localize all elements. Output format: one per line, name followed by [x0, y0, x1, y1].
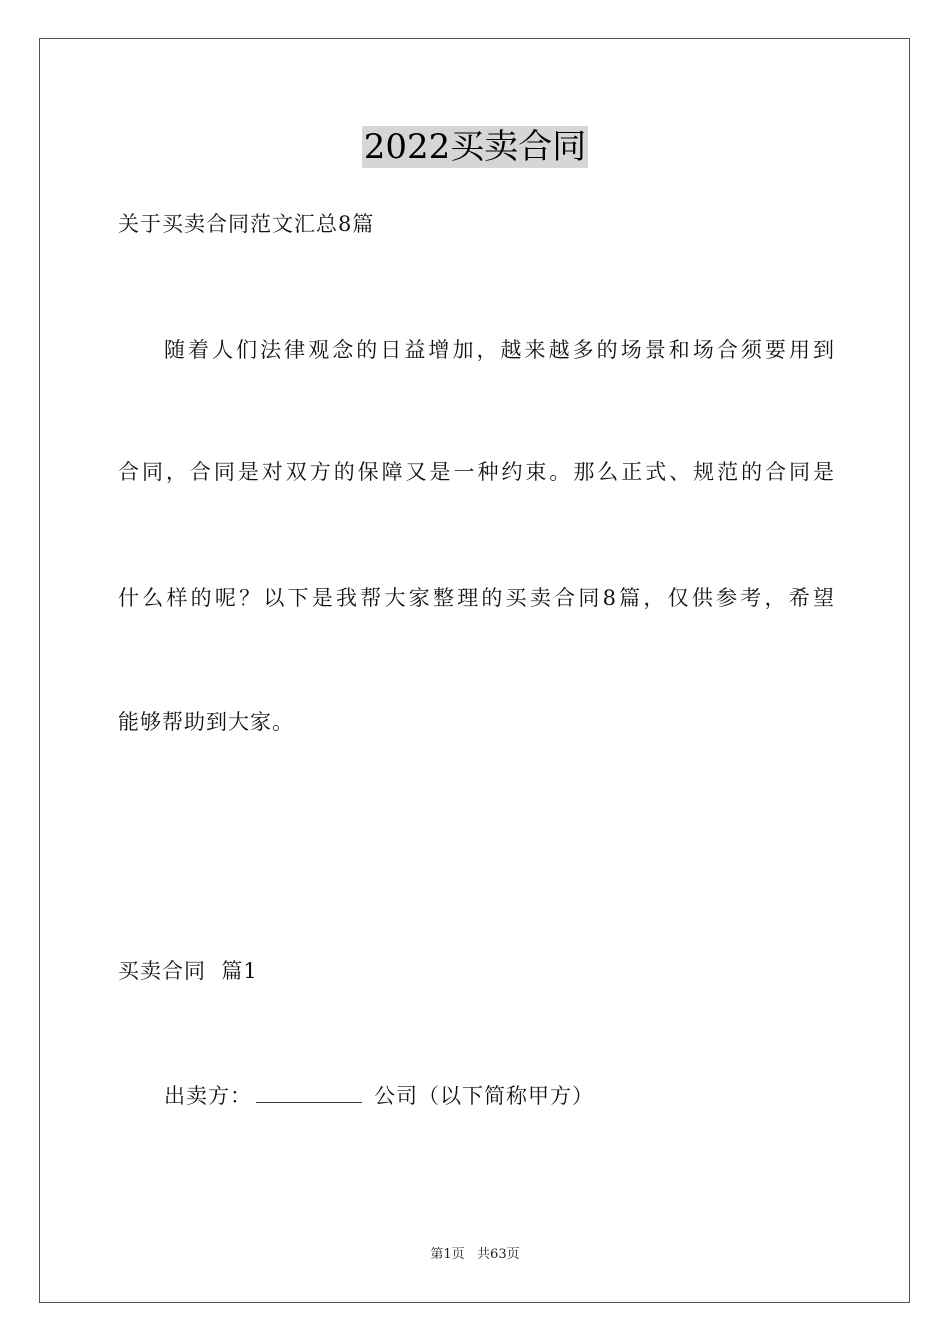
seller-line	[164, 1082, 594, 1110]
intro-line-3: 什么样的呢？以下是我帮大家整理的买卖合同8篇，仅供参考，希望	[118, 586, 834, 610]
document-title: 2022买卖合同	[363, 127, 587, 167]
title-container	[0, 126, 950, 168]
seller-suffix: 公司（以下简称甲方）	[374, 1084, 594, 1108]
intro-line-1: 随着人们法律观念的日益增加，越来越多的场景和场合须要用到	[164, 338, 834, 362]
page-footer: 第1页 共63页	[430, 1247, 520, 1262]
intro-line-2: 合同，合同是对双方的保障又是一种约束。那么正式、规范的合同是	[118, 460, 834, 484]
seller-label: 出卖方：	[164, 1084, 252, 1108]
seller-blank-field	[256, 1084, 362, 1103]
document-subtitle: 关于买卖合同范文汇总8篇	[118, 212, 375, 236]
section-heading: 买卖合同 篇1	[118, 959, 258, 983]
intro-line-4: 能够帮助到大家。	[118, 710, 294, 734]
